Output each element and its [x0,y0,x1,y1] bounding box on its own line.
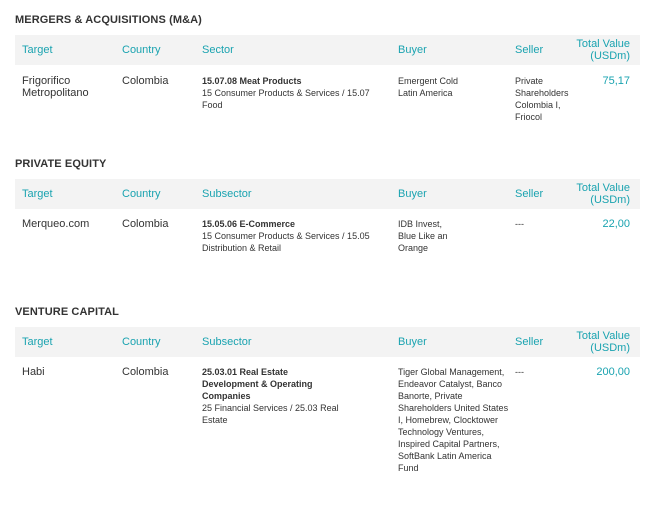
sector-main: 15.07.08 Meat Products [202,76,302,86]
sector-path: 25 Financial Services / 25.03 Real Estate [202,403,339,425]
sector-path: 15 Consumer Products & Services / 15.07 Food [202,88,370,110]
col-buyer: Buyer [398,336,427,348]
cell-country: Colombia [122,366,169,378]
section-ma [15,13,640,122]
table-header [15,327,640,357]
col-target: Target [22,188,53,200]
table-header [15,35,640,65]
cell-subsector [202,366,342,426]
col-buyer: Buyer [398,188,427,200]
cell-total-value: 200,00 [596,366,630,378]
col-country: Country [122,336,161,348]
cell-seller: Private Shareholders Colombia I, Friocol [515,76,569,122]
col-seller: Seller [515,188,544,200]
section-venture-capital [15,305,640,473]
col-total-value: Total Value (USDm) [576,330,630,354]
sector-main: 15.05.06 E-Commerce [202,219,296,229]
col-buyer: Buyer [398,44,427,56]
cell-country: Colombia [122,218,169,230]
col-country: Country [122,188,161,200]
col-subsector: Subsector [202,188,252,200]
section-private-equity [15,157,640,253]
cell-sector [202,75,382,111]
col-target: Target [22,336,53,348]
cell-buyer: Emergent Cold Latin America [398,76,459,98]
cell-country: Colombia [122,75,169,87]
col-country: Country [122,44,161,56]
col-sector: Sector [202,44,234,56]
col-total-value: Total Value (USDm) [576,38,630,62]
sector-main: 25.03.01 Real Estate Development & Operating Companies [202,367,313,401]
cell-buyer: Tiger Global Management, Endeavor Catalyst, Banco Banorte, Private Shareholders United States I, Homebrew, Clocktower Technology Ventures, Inspired Capital Partners, SoftBank Latin America Fund [398,367,509,473]
section-title: MERGERS & ACQUISITIONS (M&A) [15,14,202,26]
col-seller: Seller [515,44,544,56]
sector-path: 15 Consumer Products & Services / 15.05 Distribution & Retail [202,231,370,253]
cell-buyer: IDB Invest, Blue Like an Orange [398,219,448,253]
cell-target: Merqueo.com [22,218,90,230]
cell-total-value: 75,17 [602,75,630,87]
cell-seller: --- [515,367,524,377]
cell-target: Habi [22,366,45,378]
cell-seller: --- [515,219,524,229]
cell-subsector [202,218,382,254]
col-subsector: Subsector [202,336,252,348]
col-total-value: Total Value (USDm) [576,182,630,206]
cell-total-value: 22,00 [602,218,630,230]
section-title: PRIVATE EQUITY [15,158,107,170]
col-target: Target [22,44,53,56]
table-header [15,179,640,209]
section-title: VENTURE CAPITAL [15,306,119,318]
cell-target: Frigorifico Metropolitano [22,75,89,99]
col-seller: Seller [515,336,544,348]
